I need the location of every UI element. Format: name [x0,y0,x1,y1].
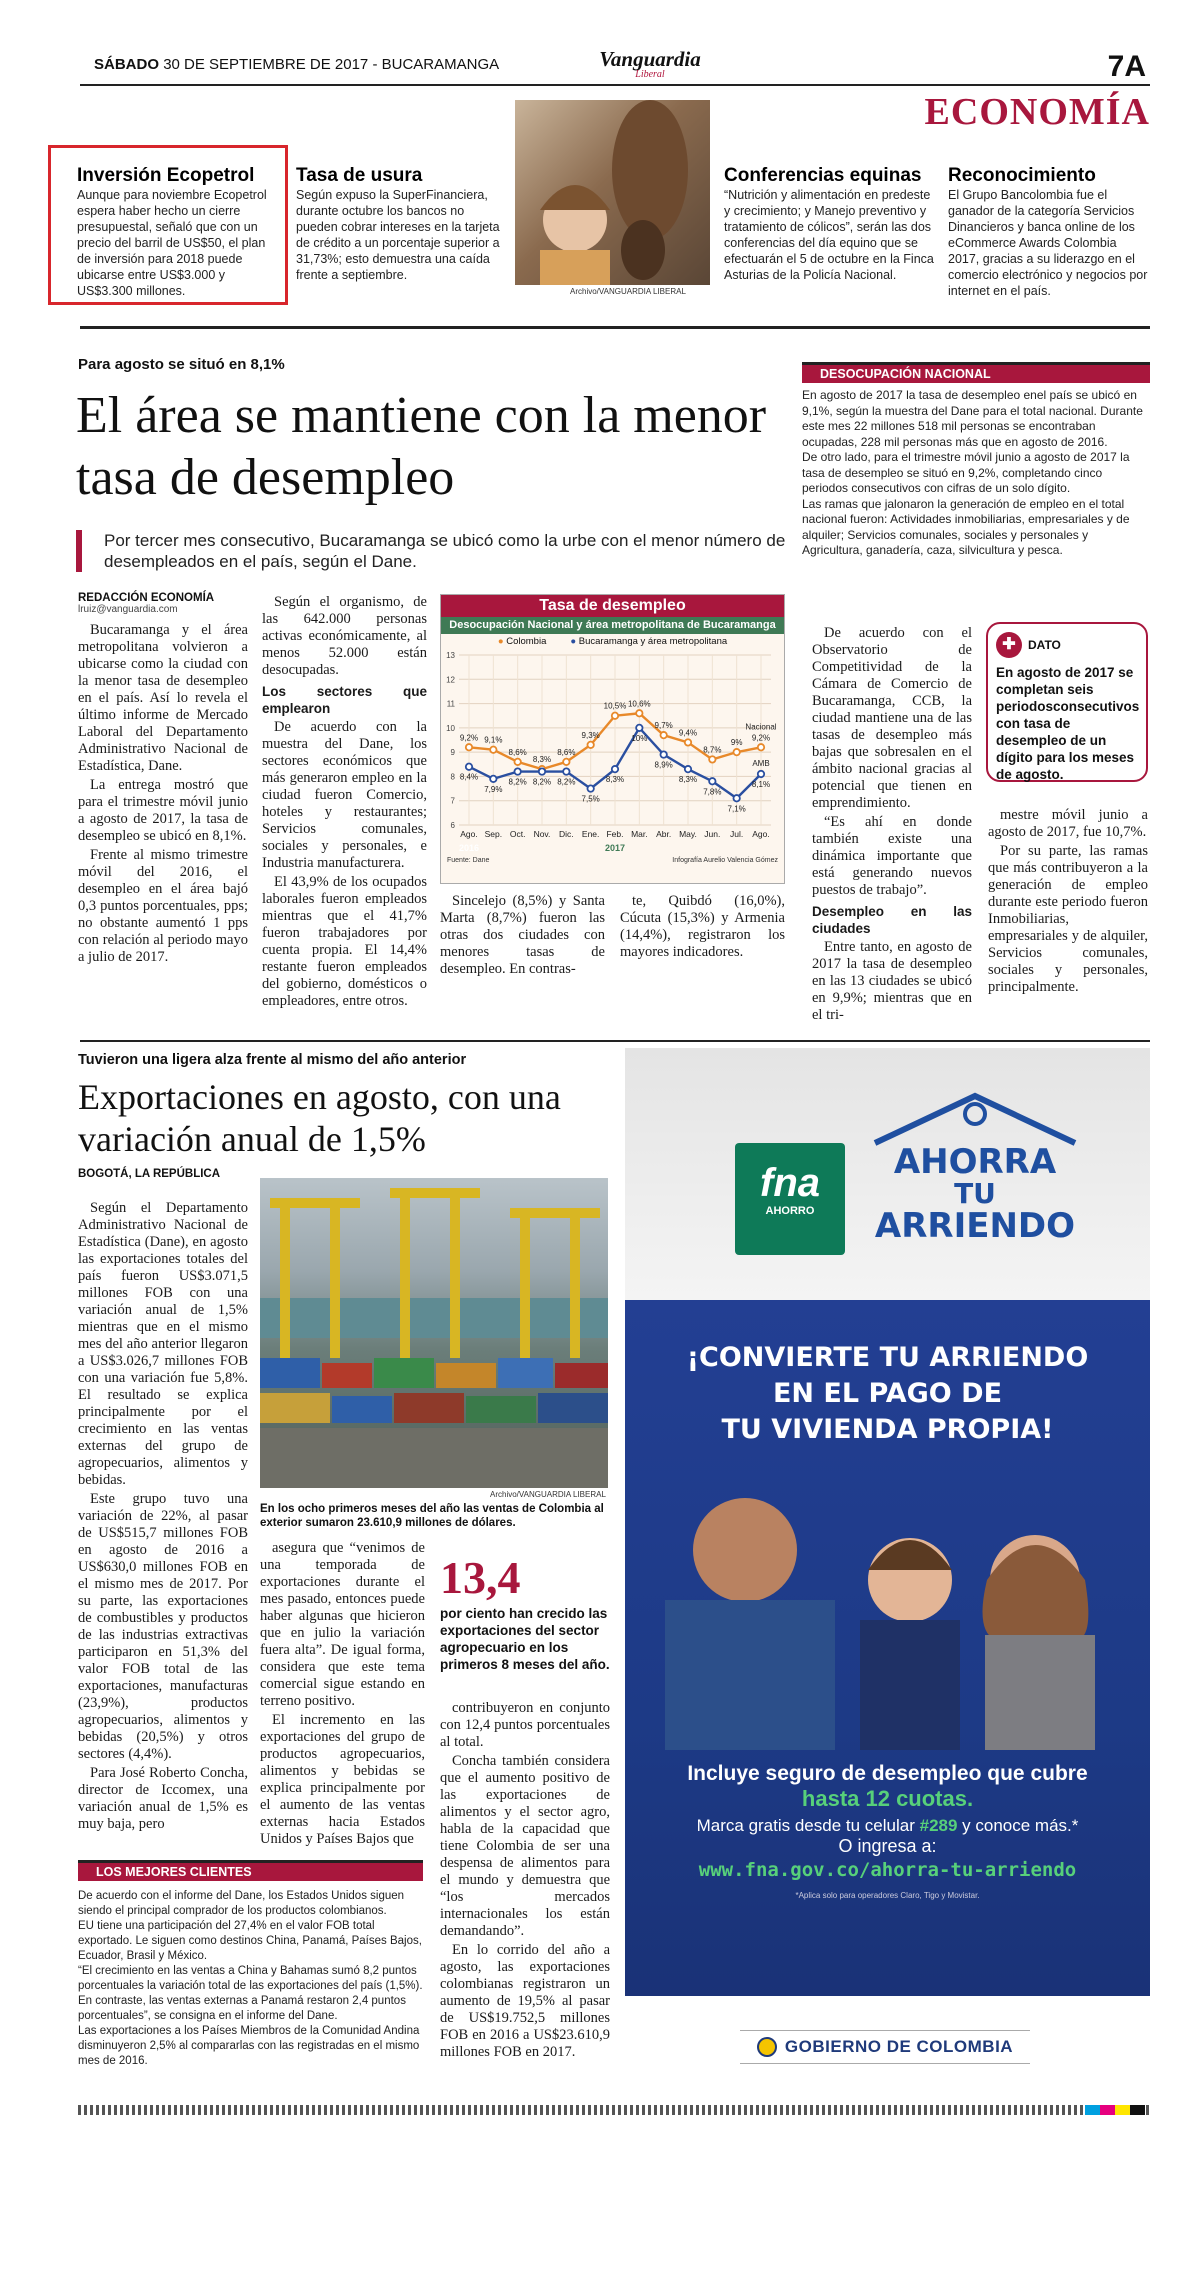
header-day: SÁBADO [94,56,160,73]
brief-text: Según expuso la SuperFinanciera, durante octubre los bancos no pueden cobrar intereses en la tarjeta de crédito a un porcentaje superior a 31,73%; esto demuestra una caída frente a septiembre. [296,188,500,282]
chart-point [612,713,618,719]
port-photo-credit: Archivo/VANGUARDIA LIBERAL [490,1490,606,1499]
chart-data-label: 8,6% [508,747,527,757]
chart-footer [441,857,784,864]
chart-end-label: AMB [752,759,770,768]
chart-end-label: Nacional [745,722,777,732]
article1-lede-text: Por tercer mes consecutivo, Bucaramanga se ubicó como la urbe con el menor número de desempleados en el país, según el Dane. [104,531,786,571]
article2-headline: Exportaciones en agosto, con una variación anual de 1,5% [78,1077,561,1159]
chart-xtick-label: Sep. [484,829,503,839]
horse-photo-illustration [515,100,710,285]
article1-subhead: Los sectores que emplearon [262,684,427,716]
chart-point [514,759,520,765]
chart-point [612,766,618,772]
brief-title: Reconocimiento [948,165,1096,186]
chart-point [563,768,569,774]
brief-text: Aunque para noviembre Ecopetrol espera haber hecho un cierre presupuestal, señaló que con un precio del barril de US$50, el plan de inversión para 2018 puede ubicarse entre US$3.000 y US$3.300 millones. [77,188,267,298]
header-city: BUCARAMANGA [381,56,500,73]
chart-point [685,739,691,745]
article1-kicker: Para agosto se situó en 8,1% [78,356,285,373]
chart-point [709,756,715,762]
page-header [80,47,1150,84]
chart-data-label: 8,1% [751,780,771,789]
article1-byline: REDACCIÓN ECONOMÍA lruiz@vanguardia.com [78,592,215,615]
header-date: SÁBADO 30 DE SEPTIEMBRE DE 2017 - BUCARAMANGA [94,56,500,73]
chart-point [660,732,666,738]
chart-credit: Infografía Aurelio Valencia Gómez [672,857,778,864]
chart-year-label: 2017 [604,843,626,853]
chart-data-label: 8,9% [654,760,673,770]
chart-data-label: 9,1% [484,735,503,745]
chart-source: Fuente: Dane [447,857,490,864]
chart-ytick-label: 6 [450,821,455,830]
dato-icon: ✚ [996,632,1022,658]
chart-xtick-label: Feb. [606,829,624,839]
chart-data-label: 8,2% [532,777,552,787]
chart-point [466,744,472,750]
article1-headline: El área se mantiene con la menor tasa de desempleo [76,387,767,506]
ad-headline: ¡CONVIERTE TU ARRIENDO EN EL PAGO DE TU VIVIENDA PROPIA! [686,1342,1089,1445]
chart-data-label: 9,2% [459,733,479,743]
chart-data-label: 10,5% [603,701,627,711]
sidebar-mejores-clientes [78,1860,423,2069]
brief-ecopetrol [48,145,288,305]
sidebar-label: DESOCUPACIÓN NACIONAL [802,362,1150,383]
chart-data-label: 9,7% [654,721,673,731]
chart-ytick-label: 9 [450,748,455,758]
chart-point [758,744,764,750]
brief-text: El Grupo Bancolombia fue el ganador de la categoría Servicios Dinancieros y banca online de los eCommerce Awards Colombia 2017, gracias a su liderazgo en el comercio electrónico y negocios por internet en el país. [948,188,1148,298]
chart-point [636,725,642,731]
chart-point [758,771,764,777]
chart-title: Tasa de desempleo [441,595,784,617]
chart-data-label: 8,7% [703,745,722,755]
chart-data-label: 8,6% [557,747,576,757]
chart-data-label: 8,2% [508,777,527,787]
fna-logo: fna AHORRO [735,1143,845,1255]
chart-data-label: 8,2% [557,777,576,787]
chart-point [514,768,520,774]
fna-advertisement[interactable] [625,1048,1150,1996]
sidebar-text: “El crecimiento en las ventas a China y Bahamas sumó 8,2 puntos porcentuales la variación total de las exportaciones del país (1,5%). En contraste, las ventas externas a Panamá restaron 2,4 puntos porcentuales”, se consigna en el informe del Dane. [78,1965,423,2022]
dato-box [986,622,1148,782]
brief-photo-credit: Archivo/VANGUARDIA LIBERAL [570,287,686,296]
chart-point [660,751,666,757]
campaign-title: AHORRA TU ARRIENDO [874,1142,1076,1246]
sidebar-text: De acuerdo con el informe del Dane, los Estados Unidos siguen siendo el principal comprador de los productos colombianos. [78,1890,405,1917]
chart-xtick-label: Abr. [656,829,672,839]
chart-point [733,795,739,801]
dato-header [996,632,1138,658]
sidebar-text: EU tiene una participación del 27,4% en el valor FOB total exportado. Le siguen como destinos China, Panamá, Países Bajos, Ecuador, Brasil y México. [78,1920,422,1962]
brief-horse-photo [515,100,710,285]
chart-xtick-label: Mar. [631,829,648,839]
brief-equinas [724,165,934,283]
chart-point [587,785,593,791]
unemployment-chart [440,594,785,884]
chart-plot [441,647,784,857]
brief-title: Conferencias equinas [724,165,922,186]
newspaper-logo: Vanguardia Liberal [599,47,701,80]
chart-point [466,764,472,770]
chart-data-label: 8,3% [605,775,625,785]
chart-xtick-label: Jun. [704,829,721,839]
chart-data-label: 10% [631,733,648,743]
port-photo-caption: En los ocho primeros meses del año las ventas de Colombia al exterior sumaron 23.610,9 millones de dólares. [260,1503,604,1529]
chart-xtick-label: Dic. [559,829,574,839]
house-roof-icon [865,1088,1085,1148]
legend-amb: ● Bucaramanga y área metropolitana [570,636,728,647]
chart-data-label: 9,4% [678,728,698,738]
stat-box [440,1552,610,1673]
sidebar-text: Las exportaciones a los Países Miembros de la Comunidad Andina disminuyeron 2,5% al compararlas con las registradas en el mismo mes de 2016. [78,2025,420,2067]
chart-point [587,742,593,748]
stat-text: por ciento han crecido las exportaciones del sector agropecuario en los primeros 8 meses del año. [440,1606,610,1672]
chart-year-label: 2016 [458,843,480,853]
registration-bar [78,2105,1150,2115]
article1-col2: Según el organismo, de las 642.000 personas activas económicamente, al menos 52.000 están desocupadas. Los sectores que emplearon De acuerdo con la muestra del Dane, los sectores económicos que más generaron empleo en la ciudad fueron Comercio, hoteles y restaurantes; Servicios comunales, sociales y personales, e Industria manufacturera. El 43,9% de los ocupados laborales fueron empleados mientras que el 41,7% fueron trabajadores por cuenta propia. El 14,4% restante fueron empleados del gobierno, domésticos o empleadores, entre otros. [262,594,427,1009]
brief-text: “Nutrición y alimentación en predeste y crecimiento; y Manejo preventivo y tratamiento de cólicos”, serán las dos conferencias del día equino que se efectuarán el 5 de octubre en la Finca Asturias de la Policía Nacional. [724,188,934,282]
chart-data-label: 9,2% [751,733,771,743]
chart-data-label: 7,5% [581,794,600,804]
port-photo [260,1178,608,1488]
article2-kicker: Tuvieron una ligera alza frente al mismo del año anterior [78,1052,467,1068]
chart-ytick-label: 10 [446,723,455,733]
section-rule [80,326,1150,329]
chart-point [636,710,642,716]
chart-subtitle: Desocupación Nacional y área metropolitana de Bucaramanga [441,617,784,634]
chart-ytick-label: 13 [446,651,455,660]
chart-ytick-label: 7 [450,796,455,806]
article1-col5: De acuerdo con el Observatorio de Competitividad de la Cámara de Comercio de Bucaramanga, CCB, la ciudad mantiene una de las tasas de desempleo más bajas que sobresalen en el ámbito nacional gracias al potencial que tienen en emprendimiento. “Es ahí en donde también existe una dinámica importante que está generando nuevos puestos de trabajo”. Desempleo en las ciudades Entre tanto, en agosto de 2017 la tasa de desempleo en las 13 ciudades se ubicó en 9,9%; mientras que en el tri- [812,625,972,1023]
article1-col6: mestre móvil junio a agosto de 2017, fue 10,7%. Por su parte, las ramas que más contribuyeron a la generación de empleo durante este periodo fueron Inmobiliarias, empresariales y de alquiler, Servicios comunales, sociales y personales, principalmente. [988,807,1148,995]
section-title: ECONOMÍA [924,91,1150,133]
chart-data-label: 8,3% [532,755,552,765]
header-rule [80,84,1150,86]
chart-point [709,778,715,784]
chart-data-label: 9,3% [581,730,600,740]
dato-text: En agosto de 2017 se completan seis periodosconsecutivos con tasa de desempleo de un dígito para los meses de agosto. [996,665,1140,782]
gobierno-colombia-logo: GOBIERNO DE COLOMBIA [740,2030,1030,2064]
ad-body: Incluye seguro de desempleo que cubre hasta 12 cuotas. Marca gratis desde tu celular #289 y conoce más.* O ingresa a: www.fna.gov.co/ahorra-tu-arriendo *Aplica solo para operadores Claro, Tigo y Movistar. [625,1762,1150,1900]
chart-ytick-label: 11 [446,699,455,709]
sidebar-desocupacion [802,362,1150,559]
chart-data-label: 7,9% [484,784,503,794]
article1-subhead: Desempleo en las ciudades [812,904,972,936]
chart-xtick-label: Ago. [460,829,478,839]
section-rule-2 [80,1040,1150,1042]
chart-data-label: 8,4% [459,772,479,782]
page-number: 7A [1107,50,1146,83]
chart-xtick-label: Nov. [533,829,551,839]
colombia-seal-icon [757,2037,777,2057]
chart-xtick-label: Ene. [581,829,600,839]
chart-xtick-label: Oct. [509,829,526,839]
article1-lede [76,530,786,572]
chart-point [685,766,691,772]
chart-point [733,749,739,755]
registration-color-marks [1085,2105,1145,2115]
sidebar-text: De otro lado, para el trimestre móvil junio a agosto de 2017 la tasa de desempleo se situó en 9,2%, completando cinco periodos consecutivos con cifras de un solo dígito. [802,450,1130,495]
legend-colombia: ● Colombia [497,636,547,647]
chart-point [490,747,496,753]
chart-data-label: 9% [730,738,743,748]
article1-col3: Sincelejo (8,5%) y Santa Marta (8,7%) fueron las otras dos ciudades con menores tasas de desempleo. En contras- [440,893,605,977]
chart-xtick-label: May. [679,829,697,839]
brief-reconocimiento [948,165,1148,299]
chart-xtick-label: Ago. [752,829,770,839]
chart-ytick-label: 8 [450,772,455,782]
chart-xtick-label: Jul. [730,829,744,839]
sidebar-text: En agosto de 2017 la tasa de desempleo enel país se ubicó en 9,1%, según la muestra del Dane para el total nacional. Durante este mes 22 millones 518 mil personas se encontraban ocupadas, 228 mil personas más que en agosto de 2016. [802,388,1143,449]
article2-col1: Según el Departamento Administrativo Nacional de Estadística (Dane), en agosto las exportaciones totales del país fueron US$3.071,5 millones FOB con una variación anual de 1,5% mientras que en el mismo mes del año anterior llegaron a US$3.026,7 millones FOB con una variación fue 5,8%. El resultado se explica principalmente por el crecimiento en las ventas externas del grupo de agropecuarios, alimentos y bebidas. Este grupo tuvo una variación de 22%, al pasar de US$515,7 millones FOB en agosto de 2016 a US$630,0 millones FOB en el mismo mes de 2017. Por su parte, las exportaciones de combustibles y productos de las industrias extractivas participaron en 51,3% del valor FOB total de las exportaciones, manufacturas (23,9%), productos agropecuarios, alimentos y bebidas (20,5%) y otros sectores (4,4%). Para José Roberto Concha, director de Iccomex, una variación anual de 1,5% es muy baja, pero [78,1200,248,1832]
stat-number: 13,4 [440,1552,521,1603]
article1-col1: Bucaramanga y el área metropolitana volvieron a ubicarse como la ciudad con la menor tasa de desempleo en el país. Así lo revela el último informe de Mercado Laboral del Departamento Administrativo Nacional de Estadística, Dane. La entrega mostró que para el trimestre móvil junio a agosto de 2017, la tasa de desempleo se ubicó en 8,1%. Frente al mismo trimestre móvil del 2016, el desempleo en el área bajó 0,3 puntos porcentuales, pps; no obstante aumentó 1 pps con relación al periodo mayo a julio de 2017. [78,622,248,965]
sidebar-label: LOS MEJORES CLIENTES [78,1860,423,1881]
ad-url-link[interactable]: www.fna.gov.co/ahorra-tu-arriendo [698,1859,1077,1881]
chart-data-label: 7,1% [727,804,746,814]
chart-ytick-label: 12 [446,675,455,685]
chart-data-label: 10,6% [627,699,651,709]
chart-point [490,776,496,782]
header-date-text: 30 DE SEPTIEMBRE DE 2017 [163,56,369,73]
brief-title: Tasa de usura [296,165,423,186]
sidebar-text: Las ramas que jalonaron la generación de empleo en el total nacional fueron: Actividades inmobiliarias, empresariales y de alquiler; Servicios comunales, sociales y personales y Agricultura, ganadería, caza, silvicultura y pesca. [802,496,1130,557]
brief-title: Inversión Ecopetrol [77,165,255,186]
article2-col2: asegura que “venimos de una temporada de exportaciones durante el mes pasado, entonces puede haber algunas que hicieron que en julio la variación fuera alta”. De igual forma, considera que este tema comercial sigue estando en terreno positivo. El incremento en las exportaciones del grupo de productos agropecuarios, alimentos y bebidas se explica principalmente por el aumento de las ventas externas hacia Estados Unidos y Países Bajos que [260,1540,425,1847]
brief-usura [296,165,506,283]
chart-point [563,759,569,765]
dato-label: DATO [1028,638,1061,652]
port-cranes-illustration [260,1178,608,1488]
chart-legend [441,636,784,647]
chart-data-label: 8,3% [678,775,698,785]
article1-col4: te, Quibdó (16,0%), Cúcuta (15,3%) y Armenia (14,4%), registraron los mayores indicadores. [620,893,785,960]
article2-byline: BOGOTÁ, LA REPÚBLICA [78,1168,221,1180]
ad-main-panel [625,1300,1150,1996]
chart-data-label: 7,8% [703,787,722,797]
chart-point [539,768,545,774]
article2-col3: contribuyeron en conjunto con 12,4 puntos porcentuales al total. Concha también considera que el aumento positivo de las exportaciones de alimentos y el sector agro, habla de la capacidad que tiene Colombia de ser una despensa de alimentos para el mundo y demuestra que “los mercados internacionales los están demandando”. En lo corrido del año a agosto, las exportaciones colombianas registraron un aumento de 19,5% al pasar de US$19.752,5 millones FOB en 2016 a US$23.610,9 millones FOB en 2017. [440,1700,610,2060]
ad-family-photo [625,1470,1150,1750]
